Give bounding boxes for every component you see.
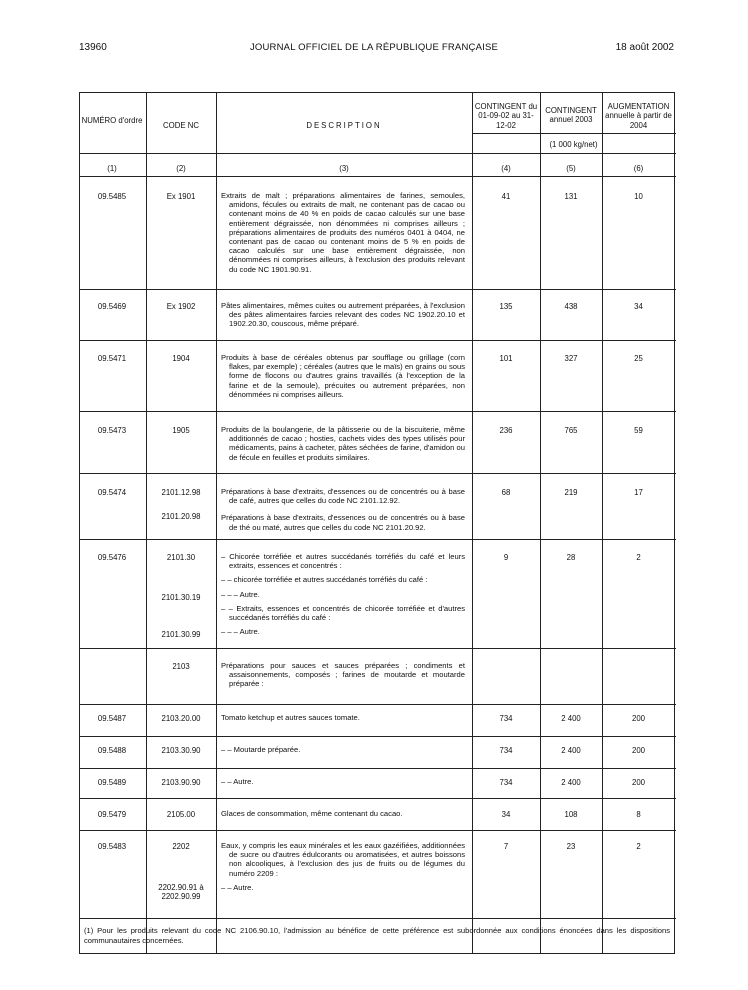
col-header-contingent-period: CONTINGENT du 01-09-02 au 31-12-02 xyxy=(474,102,538,130)
row-value-col4: 734 xyxy=(499,778,513,787)
row-code: 2202 xyxy=(172,842,190,851)
row-code: 2101.20.98 xyxy=(161,512,201,521)
row-description: – Chicorée torréfiée et autres succédanés torréfiés du café et leurs extraits, essences et concentrés : – – chicorée torréfiée et autres succédanés torréfiés du café : – – – Autre. – – Extraits, essences et concentrés de chicorée torréfiée et d'autres succédanés torréfiés du café : – – – Autre. xyxy=(221,552,465,637)
row-number: 09.5483 xyxy=(97,842,127,851)
row-divider xyxy=(80,289,676,290)
row-value-col4: 7 xyxy=(503,842,509,851)
row-number: 09.5476 xyxy=(97,553,127,562)
row-value-col6: 200 xyxy=(631,714,645,723)
row-divider xyxy=(80,768,676,769)
row-description: Extraits de malt ; préparations alimentaires de farines, semoules, amidons, fécules ou extraits de malt, ne contenant pas de cacao ou contenant moins de 40 % en poids de cacao calculés sur une base entièrement dégraissée, non dénommées ni comprises ailleurs ; préparations alimentaires de produits des numéros 0401 à 0404, ne contenant pas de cacao ou contenant moins de 5 % en poids de cacao calculés sur une base entièrement dégraissée, non dénommées ni comprises ailleurs, à l'exclusion des produits relevant du code NC 1901.90.91. xyxy=(221,191,465,274)
row-description: Préparations pour sauces et sauces préparées ; condiments et assaisonnements, composés ; farines de moutarde et moutarde préparée : xyxy=(221,661,465,689)
row-code: 2101.30.19 xyxy=(161,593,201,602)
row-value-col6: 59 xyxy=(634,426,643,435)
row-divider xyxy=(80,411,676,412)
row-divider xyxy=(80,918,676,919)
col-number: (2) xyxy=(176,164,186,173)
row-code: 1905 xyxy=(172,426,190,435)
row-code: Ex 1902 xyxy=(166,302,196,311)
row-number: 09.5469 xyxy=(97,302,127,311)
row-code: 2103.20.00 xyxy=(161,714,201,723)
row-divider xyxy=(472,133,676,134)
row-divider xyxy=(80,830,676,831)
row-value-col4: 236 xyxy=(499,426,513,435)
row-value-col4: 68 xyxy=(501,488,511,497)
column-divider xyxy=(540,93,541,953)
row-divider xyxy=(80,704,676,705)
row-description: Préparations à base d'extraits, d'essences ou de concentrés ou à base de café, autres que celles du code NC 2101.12.92. Préparations à base d'extraits, d'essences ou de concentrés ou à base de thé ou maté, autres que celles du code NC 2101.20.92. xyxy=(221,487,465,532)
col-header-numero: NUMÉRO d'ordre xyxy=(81,116,143,125)
row-divider xyxy=(80,648,676,649)
row-description: Pâtes alimentaires, mêmes cuites ou autrement préparées, à l'exclusion des pâtes alimentaires farcies relevant des codes NC 1902.20.10 et 1902.20.30, couscous, même préparé. xyxy=(221,301,465,329)
row-value-col6: 34 xyxy=(634,302,643,311)
row-divider xyxy=(80,473,676,474)
row-value-col5: 131 xyxy=(564,192,578,201)
row-value-col5: 438 xyxy=(564,302,578,311)
issue-date: 18 août 2002 xyxy=(615,42,674,53)
row-code: 2101.12.98 xyxy=(161,488,201,497)
unit-label: (1 000 kg/net) xyxy=(549,140,598,149)
row-value-col4: 34 xyxy=(501,810,511,819)
column-divider xyxy=(146,93,147,953)
row-value-col5: 765 xyxy=(564,426,578,435)
row-description: – – Moutarde préparée. xyxy=(221,745,301,754)
row-number: 09.5487 xyxy=(97,714,127,723)
row-code: 2103.30.90 xyxy=(161,746,201,755)
row-value-col5: 2 400 xyxy=(561,714,581,723)
row-value-col5: 28 xyxy=(566,553,576,562)
footnote: (1) Pour les produits relevant du code NC 2106.90.10, l'admission au bénéfice de cette préférence est subordonnée aux conditions énoncées dans les dispositions communautaires concernées. xyxy=(84,926,670,945)
row-value-col5: 219 xyxy=(564,488,578,497)
col-header-contingent-annual: CONTINGENT annuel 2003 xyxy=(545,106,597,125)
row-value-col6: 10 xyxy=(634,192,643,201)
row-value-col5: 108 xyxy=(564,810,578,819)
row-value-col6: 2 xyxy=(636,553,641,562)
row-divider xyxy=(80,736,676,737)
row-value-col6: 8 xyxy=(636,810,641,819)
row-code: 2103.90.90 xyxy=(161,778,201,787)
row-code: 2202.90.91 à 2202.90.99 xyxy=(158,883,204,902)
row-divider xyxy=(80,153,676,154)
page-number: 13960 xyxy=(79,42,107,53)
col-header-augmentation: AUGMENTATION annuelle à partir de 2004 xyxy=(605,102,672,130)
row-description: Produits de la boulangerie, de la pâtisserie ou de la biscuiterie, même additionnés de cacao ; hosties, cachets vides des types utilisés pour médicaments, pains à cacheter, pâtes séchées de farine, d'amidon ou de fécule en feuilles et produits similaires. xyxy=(221,425,465,462)
row-value-col6: 25 xyxy=(634,354,643,363)
row-number: 09.5485 xyxy=(97,192,127,201)
row-value-col6: 200 xyxy=(631,778,645,787)
col-number: (6) xyxy=(633,164,644,173)
row-number: 09.5488 xyxy=(97,746,127,755)
row-code: 2101.30.99 xyxy=(161,630,201,639)
column-divider xyxy=(216,93,217,953)
row-description: Glaces de consommation, même contenant du cacao. xyxy=(221,809,403,818)
row-value-col4: 9 xyxy=(503,553,509,562)
row-description: – – Autre. xyxy=(221,777,254,786)
row-divider xyxy=(80,340,676,341)
row-code: 2103 xyxy=(172,662,190,671)
row-value-col5: 2 400 xyxy=(561,778,581,787)
row-value-col5: 327 xyxy=(564,354,578,363)
row-number: 09.5471 xyxy=(97,354,127,363)
row-value-col4: 101 xyxy=(499,354,513,363)
row-value-col4: 734 xyxy=(499,746,513,755)
row-code: 1904 xyxy=(172,354,190,363)
row-code: 2101.30 xyxy=(166,553,196,562)
row-description: Produits à base de céréales obtenus par soufflage ou grillage (corn flakes, par exemple) ; céréales (autres que le maïs) en grains ou sous forme de flocons ou d'autres grains travaillés (à l'exception de la farine et de la semoule), précuites ou autrement préparées, non dénommées ni comprises ailleurs. xyxy=(221,353,465,399)
row-description: Eaux, y compris les eaux minérales et les eaux gazéifiées, additionnées de sucre ou d'autres édulcorants ou aromatisées, et autres boissons non alcooliques, à l'exclusion des jus de fruits ou de légumes du numéro 2209 : – – Autre. xyxy=(221,841,465,892)
col-number: (3) xyxy=(339,164,349,173)
row-divider xyxy=(80,176,676,177)
row-code: Ex 1901 xyxy=(166,192,196,201)
row-number: 09.5474 xyxy=(97,488,127,497)
row-number: 09.5489 xyxy=(97,778,127,787)
col-number: (5) xyxy=(566,164,576,173)
row-code: 2105.00 xyxy=(166,810,196,819)
row-value-col4: 41 xyxy=(501,192,511,201)
col-number: (1) xyxy=(107,164,117,173)
col-header-description: DESCRIPTION xyxy=(306,121,382,130)
row-value-col6: 2 xyxy=(636,842,641,851)
col-header-code: CODE NC xyxy=(163,121,199,130)
column-divider xyxy=(602,93,603,953)
row-description: Tomato ketchup et autres sauces tomate. xyxy=(221,713,360,722)
row-number: 09.5479 xyxy=(97,810,127,819)
column-divider xyxy=(472,93,473,953)
row-number: 09.5473 xyxy=(97,426,127,435)
journal-title: JOURNAL OFFICIEL DE LA RÉPUBLIQUE FRANÇAISE xyxy=(249,42,499,53)
row-value-col5: 2 400 xyxy=(561,746,581,755)
row-divider xyxy=(80,798,676,799)
row-value-col6: 17 xyxy=(634,488,643,497)
row-value-col4: 734 xyxy=(499,714,513,723)
row-value-col4: 135 xyxy=(499,302,513,311)
row-value-col5: 23 xyxy=(566,842,576,851)
row-value-col6: 200 xyxy=(631,746,645,755)
col-number: (4) xyxy=(501,164,511,173)
